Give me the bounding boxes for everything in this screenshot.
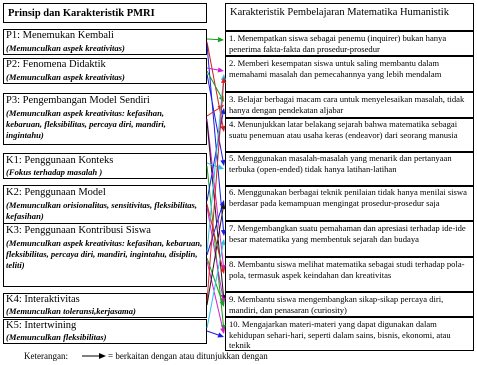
principle-title: K2: Penggunaan Model <box>6 187 106 198</box>
connector-arrowhead <box>217 165 224 170</box>
principle-note: (Fokus terhadap masalah ) <box>6 167 103 177</box>
principle-title: P3: Pengembangan Model Sendiri <box>6 95 150 106</box>
principle-note: (Memunculkan aspek kreativitas) <box>6 72 125 82</box>
principle-note: (Memunculkan orisionalitas, sensitivitas, fleksibilitas, kefasihan) <box>6 200 198 221</box>
legend-label: Keterangan: <box>24 351 68 361</box>
connector-arrowhead <box>221 230 226 236</box>
humanistic-text: 8. Membantu siswa melihat matematika sebagai studi terhadap pola-pola, termasuk aspek keindahan dan kreativitas <box>229 259 465 280</box>
humanistic-text: 9. Membantu siswa mengembangkan sikap-sikap percaya diri, mandiri, dan penasaran (curiosity) <box>229 294 444 315</box>
left-header: Prinsip dan Karakteristik PMRI <box>8 8 155 19</box>
humanistic-text: 1. Menempatkan siswa sebagai penemu (inquirer) bukan hanya penerima fakta-fakta dan prosedur-prosedur <box>229 33 447 54</box>
principle-note: (Memunculkan aspek kreativitas) <box>6 43 125 53</box>
connector-arrowhead <box>220 328 225 334</box>
humanistic-text: 4. Menunjukkan latar belakang sejarah bahwa matematika sebagai suatu penemuan atau usaha keras (endeavor) dari seorang manusia <box>229 119 458 140</box>
principle-note: (Memunculkan fleksibilitas) <box>6 332 107 342</box>
humanistic-text: 3. Belajar berbagai macam cara untuk menyelesaikan masalah, tidak hanya dengan pendekatan aljabar <box>229 94 465 115</box>
principle-title: K1: Penggunaan Konteks <box>6 155 114 166</box>
connector-line <box>207 80 223 252</box>
humanistic-text: 2. Memberi kesempatan siswa untuk saling membantu dalam memahami masalah dan pemecahannya yang lebih mendalam <box>229 58 442 79</box>
principle-note: (Memunculkan toleransi,kerjasama) <box>6 306 136 316</box>
connector-arrowhead <box>218 37 224 42</box>
principle-title: K4: Interaktivitas <box>6 294 80 305</box>
connector-arrowhead <box>220 300 225 307</box>
principle-title: P2: Fenomena Didaktik <box>6 59 106 70</box>
principle-title: P1: Menemukan Kembali <box>6 30 114 41</box>
principle-note: (Memunculkan aspek kreativitas: kefasihan, kebaruan, fleksibilitas, percaya diri, mandiri, ingintahu) <box>6 108 166 140</box>
connector-arrowhead <box>218 67 224 72</box>
connector-arrowhead <box>217 333 224 338</box>
connector-line <box>207 331 218 335</box>
principle-title: K5: Intertwining <box>6 320 77 331</box>
legend-description: = berkaitan dengan atau ditunjukkan dengan <box>108 351 268 361</box>
principle-title: K3: Penggunaan Kontribusi Siswa <box>6 225 151 236</box>
humanistic-text: 5. Menggunakan masalah-masalah yang menarik dan pertanyaan terbuka (open-ended) tidak hanya latihan-latihan <box>229 153 452 174</box>
connector-arrowhead <box>220 160 225 166</box>
connector-line <box>207 39 218 40</box>
right-header: Karakteristik Pembelajaran Matematika Humanistik <box>230 7 449 18</box>
humanistic-text: 6. Menggunakan berbagai teknik penilaian tidak hanya menilai siswa berdasar pada kemampuan mengingat prosedur-prosedur saja <box>229 187 467 208</box>
humanistic-text: 10. Mengajarkan materi-materi yang dapat digunakan dalam kehidupan sehari-hari, seperti dalam sains, bisnis, ekonomi, atau teknik <box>229 319 451 351</box>
connector-lines <box>207 37 226 337</box>
legend-arrow-icon <box>81 351 107 361</box>
humanistic-text: 7. Mengembangkan suatu pemahaman dan apresiasi terhadap ide-ide besar matematika yang membentuk sejarah dan budaya <box>229 223 466 244</box>
principle-note: (Memunculkan aspek kreativitas: kefasihan, kebaruan, fleksibilitas, percaya diri, mandiri, ingintahu, disiplin, teliti) <box>6 238 203 270</box>
